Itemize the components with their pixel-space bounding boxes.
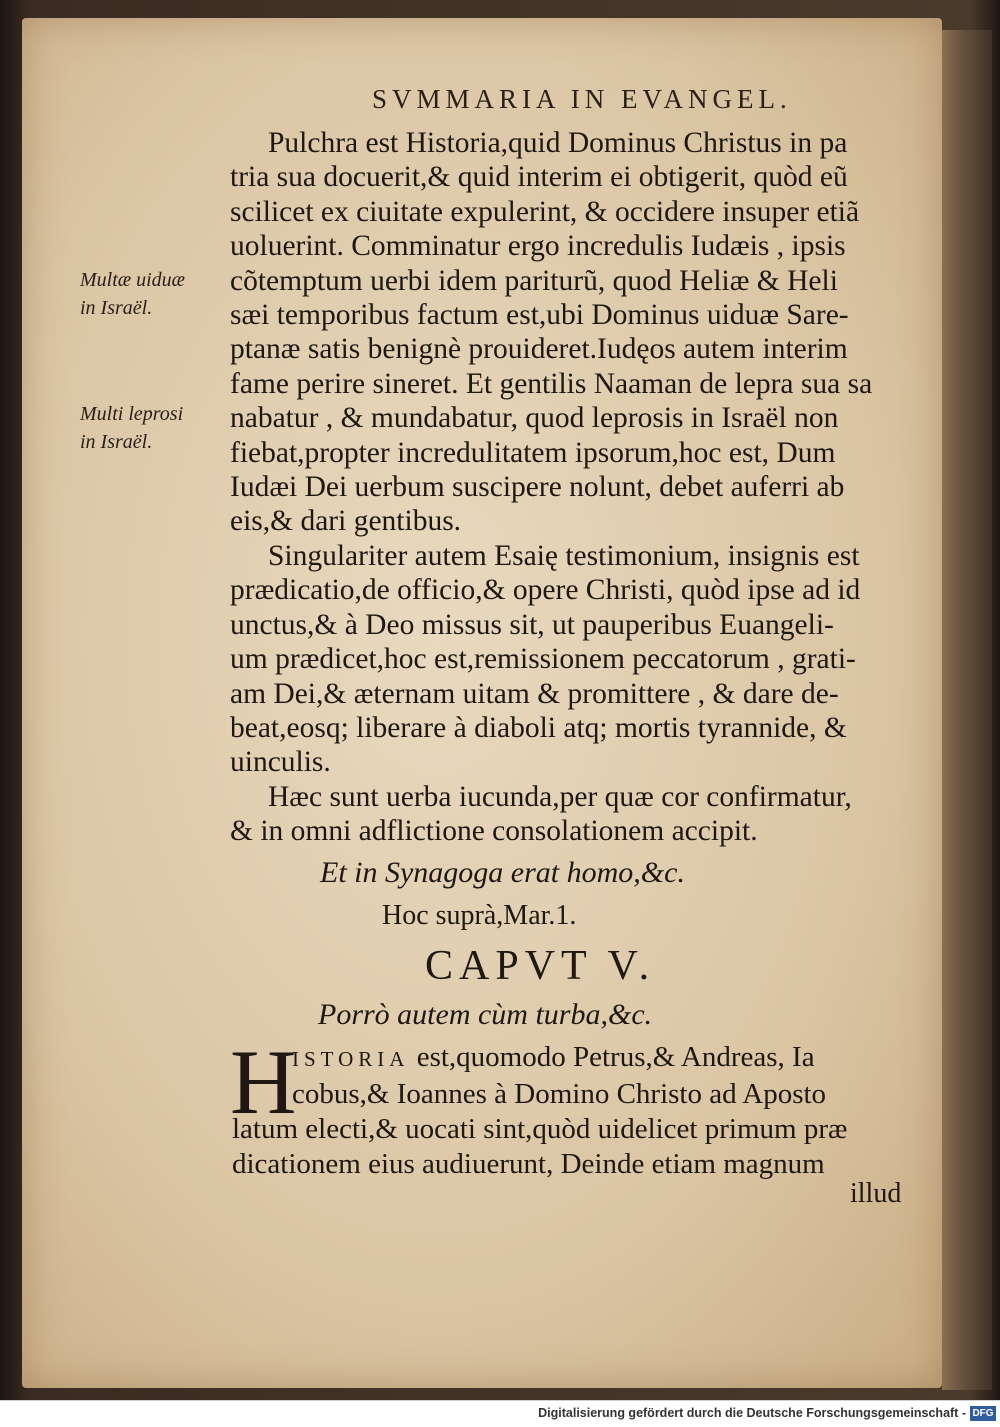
text-line: Iudæi Dei uerbum suscipere nolunt, debet auferri ab [230,471,845,504]
text-line: uoluerint. Comminatur ergo incredulis Iudæis , ipsis [230,230,846,263]
text-line: beat,eosq; liberare à diaboli atq; mortis tyrannide, & [230,711,847,744]
section-heading-synagoga: Et in Synagoga erat homo,&c. [320,856,685,889]
text-line: prædicatio,de officio,& opere Christi, quòd ipse ad id [230,574,861,607]
text-line: Hæc sunt uerba iucunda,per quæ cor confirmatur, [268,780,852,813]
running-head: SVMMARIA IN EVANGEL. [372,84,792,114]
text-line [232,1040,910,1077]
text-line: um prædicet,hoc est,remissionem peccatorum , grati- [230,643,856,676]
marginal-note-lepers [80,400,183,456]
marginal-note-line: Multæ uiduæ [80,269,186,291]
footer-bar [0,1400,1000,1427]
text-line: eis,& dari gentibus. [230,505,462,538]
text-line: cobus,& Ioannes à Domino Christo ad Aposto [292,1078,827,1110]
text-line: uinculis. [230,746,331,779]
text-line: latum electi,& uocati sint,quòd uidelicet primum præ [232,1113,848,1145]
catchword: illud [850,1178,902,1209]
marginal-note-line: in Israël. [80,297,153,319]
chapter-text [232,1040,910,1182]
text-line: & in omni adflictione consolationem accipit. [230,815,758,848]
smallcaps-word: ISTORIA [292,1047,410,1071]
text-line: cõtemptum uerbi idem pariturũ, quod Heliæ & Heli [230,264,838,297]
paragraph-2 [230,539,910,780]
text-line: unctus,& à Deo missus sit, ut pauperibus Euangeli- [230,608,834,641]
funding-notice: Digitalisierung gefördert durch die Deutsche Forschungsgemeinschaft - [538,1406,966,1420]
main-text [230,126,910,849]
paragraph-3 [230,780,910,849]
reference-line: Hoc suprà,Mar.1. [382,900,577,931]
text-line: sæi temporibus factum est,ubi Dominus uiduæ Sare- [230,299,849,332]
text-line: Pulchra est Historia,quid Dominus Christus in pa [268,127,848,159]
text-line: am Dei,& æternam uitam & promittere , & dare de- [230,677,839,710]
text-line: dicationem eius audiuerunt, Deinde etiam magnum [232,1148,825,1180]
text-line: fame perire sineret. Et gentilis Naaman de lepra sua sa [230,367,873,400]
text-line: Singulariter autem Esaię testimonium, insignis est [268,539,860,572]
text-line: tria sua docuerit,& quid interim ei obtigerit, quòd eũ [230,161,848,194]
text-line: ptanæ satis benignè prouideret.Iudęos autem interim [230,333,848,366]
text-line: fiebat,propter incredulitatem ipsorum,hoc est, Dum [230,436,836,469]
text-fragment: est,quomodo Petrus,& Andreas, Ia [409,1041,815,1073]
marginal-note-widows [80,266,185,322]
text-line: nabatur , & mundabatur, quod leprosis in Israël non [230,402,839,435]
marginal-note-line: Multi leprosi [80,403,184,425]
text-line: scilicet ex ciuitate expulerint, & occidere insuper etiã [230,195,860,228]
page-edge [942,30,992,1390]
section-heading-turba: Porrò autem cùm turba,&c. [318,998,653,1031]
drop-cap: H [230,1031,297,1133]
dfg-logo-icon[interactable]: DFG [970,1406,996,1421]
paragraph-1 [230,126,910,539]
marginal-note-line: in Israël. [80,431,153,453]
chapter-title: CAPVT V. [425,943,656,989]
